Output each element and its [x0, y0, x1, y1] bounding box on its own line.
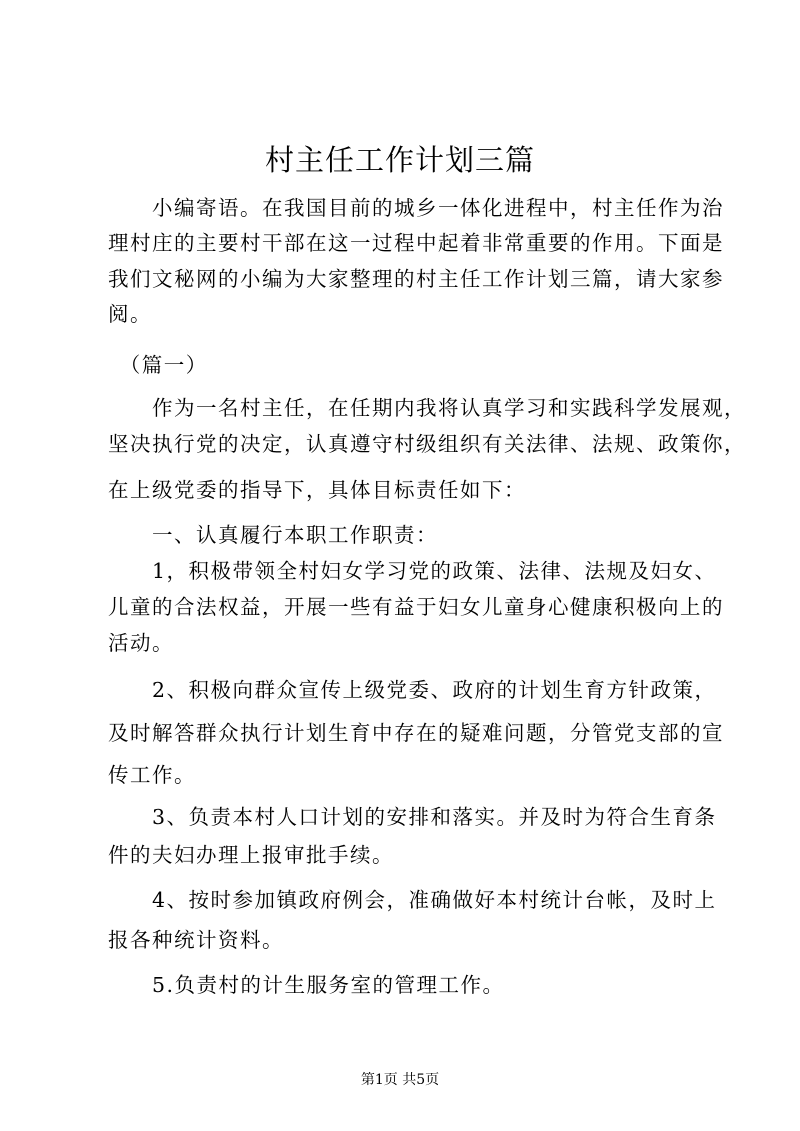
- section-heading: （篇一）: [108, 353, 208, 377]
- paragraph-line: 坚决执行党的决定，认真遵守村级组织有关法律、法规、政策你，: [108, 432, 746, 456]
- paragraph-line: 1，积极带领全村妇女学习党的政策、法律、法规及妇女、: [108, 559, 717, 583]
- paragraph-line: 报各种统计资料。: [108, 928, 284, 952]
- paragraph-line: 活动。: [108, 631, 174, 655]
- paragraph-line: 及时解答群众执行计划生育中存在的疑难问题，分管党支部的宣: [108, 721, 724, 745]
- page-number: 第1页 共5页: [360, 1072, 440, 1088]
- paragraph-line: 阅。: [108, 302, 152, 326]
- paragraph-line: 2、积极向群众宣传上级党委、政府的计划生育方针政策，: [108, 678, 717, 702]
- document-title: 村主任工作计划三篇: [264, 143, 535, 177]
- paragraph-line: 儿童的合法权益，开展一些有益于妇女儿童身心健康积极向上的: [108, 595, 724, 619]
- paragraph-line: 作为一名村主任，在任期内我将认真学习和实践科学发展观，: [108, 396, 746, 420]
- paragraph-line: 3、负责本村人口计划的安排和落实。并及时为符合生育条: [108, 805, 717, 829]
- paragraph-line: 理村庄的主要村干部在这一过程中起着非常重要的作用。下面是: [108, 231, 724, 255]
- paragraph-line: 传工作。: [108, 763, 196, 787]
- paragraph-line: 在上级党委的指导下，具体目标责任如下：: [108, 478, 526, 502]
- paragraph-line: 我们文秘网的小编为大家整理的村主任工作计划三篇，请大家参: [108, 267, 724, 291]
- list-heading: 一、认真履行本职工作职责：: [108, 523, 438, 547]
- paragraph-line: 5.负责村的计生服务室的管理工作。: [108, 973, 505, 997]
- paragraph-line: 小编寄语。在我国目前的城乡一体化进程中，村主任作为治: [108, 196, 724, 220]
- paragraph-line: 件的夫妇办理上报审批手续。: [108, 843, 394, 867]
- paragraph-line: 4、按时参加镇政府例会，准确做好本村统计台帐，及时上: [108, 888, 717, 912]
